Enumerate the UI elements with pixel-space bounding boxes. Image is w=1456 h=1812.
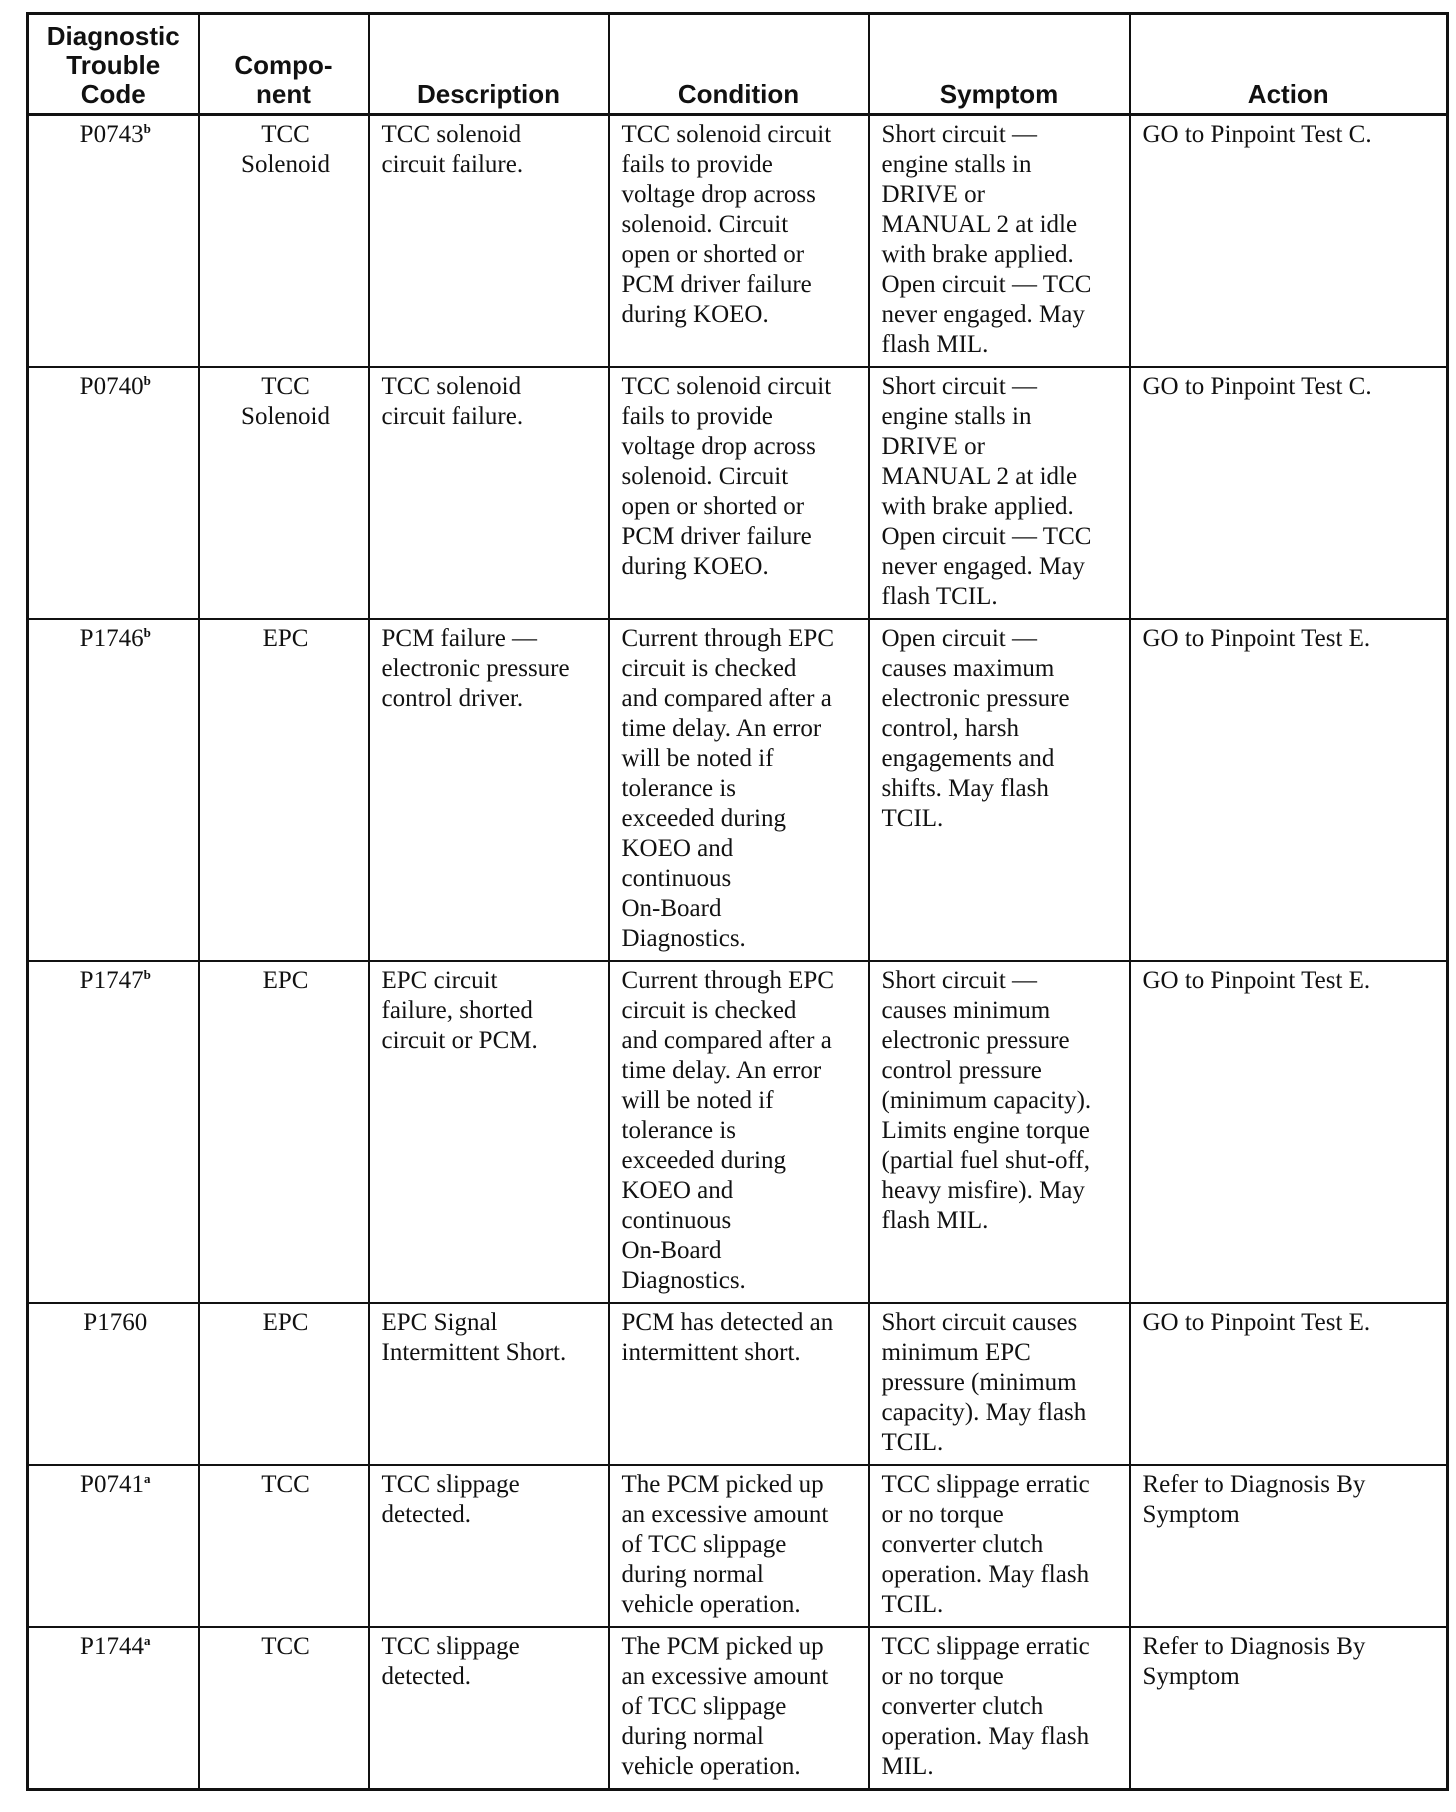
cell-symptom: Open circuit — causes maximum electronic pressure control, harsh engagements and shifts. May flash TCIL. <box>869 619 1130 961</box>
footnote-marker: b <box>143 373 151 388</box>
cell-condition: Current through EPC circuit is checked and compared after a time delay. An error will be noted if tolerance is exceeded during KOEO and continuous On-Board Diagnostics. <box>609 619 869 961</box>
footnote-marker: a <box>143 1633 151 1648</box>
cell-description: TCC solenoid circuit failure. <box>369 115 609 368</box>
cell-symptom: Short circuit — engine stalls in DRIVE or MANUAL 2 at idle with brake applied. Open circuit — TCC never engaged. May flash MIL. <box>869 115 1130 368</box>
cell-code <box>28 1465 199 1627</box>
header-description: Description <box>369 14 609 115</box>
cell-symptom: TCC slippage erratic or no torque converter clutch operation. May flash TCIL. <box>869 1465 1130 1627</box>
cell-symptom: Short circuit — causes minimum electronic pressure control pressure (minimum capacity). Limits engine torque (partial fuel shut-off, heavy misfire). May flash MIL. <box>869 961 1130 1303</box>
cell-component: TCC <box>199 1627 369 1790</box>
code-text: P0740 <box>79 373 144 400</box>
cell-action: Refer to Diagnosis By Symptom <box>1130 1465 1448 1627</box>
footnote-marker: a <box>143 1471 151 1486</box>
cell-action: GO to Pinpoint Test E. <box>1130 1303 1448 1465</box>
footnote-marker: b <box>143 625 151 640</box>
table-row <box>28 1303 1448 1465</box>
code-text: P1747 <box>79 967 144 994</box>
cell-code <box>28 961 199 1303</box>
footnote-marker: b <box>143 121 151 136</box>
cell-code <box>28 115 199 368</box>
cell-description: TCC slippage detected. <box>369 1627 609 1790</box>
code-text: P0743 <box>79 121 144 148</box>
code-text: P1744 <box>80 1633 144 1660</box>
header-code-text: Diagnostic Trouble Code <box>46 21 180 109</box>
cell-condition: Current through EPC circuit is checked and compared after a time delay. An error will be noted if tolerance is exceeded during KOEO and continuous On-Board Diagnostics. <box>609 961 869 1303</box>
header-symptom: Symptom <box>869 14 1130 115</box>
cell-component: TCC <box>199 1465 369 1627</box>
cell-symptom: Short circuit — engine stalls in DRIVE or MANUAL 2 at idle with brake applied. Open circuit — TCC never engaged. May flash TCIL. <box>869 367 1130 619</box>
cell-description: TCC slippage detected. <box>369 1465 609 1627</box>
table-row <box>28 115 1448 368</box>
dtc-table <box>26 12 1449 1791</box>
cell-symptom: TCC slippage erratic or no torque converter clutch operation. May flash MIL. <box>869 1627 1130 1790</box>
table-row <box>28 1465 1448 1627</box>
table-row <box>28 961 1448 1303</box>
cell-action: GO to Pinpoint Test C. <box>1130 115 1448 368</box>
cell-action: GO to Pinpoint Test C. <box>1130 367 1448 619</box>
cell-condition: The PCM picked up an excessive amount of TCC slippage during normal vehicle operation. <box>609 1627 869 1790</box>
table-row <box>28 619 1448 961</box>
header-row <box>28 14 1448 115</box>
cell-action: GO to Pinpoint Test E. <box>1130 961 1448 1303</box>
header-component-text: Compo- nent <box>234 50 333 109</box>
header-code <box>28 14 199 115</box>
header-action: Action <box>1130 14 1448 115</box>
table-row <box>28 367 1448 619</box>
cell-description: EPC circuit failure, shorted circuit or PCM. <box>369 961 609 1303</box>
code-text: P1746 <box>79 625 144 652</box>
header-condition: Condition <box>609 14 869 115</box>
cell-description: EPC Signal Intermittent Short. <box>369 1303 609 1465</box>
code-text: P1760 <box>83 1309 148 1336</box>
cell-code <box>28 1627 199 1790</box>
cell-component: TCC Solenoid <box>199 115 369 368</box>
cell-code <box>28 367 199 619</box>
cell-description: TCC solenoid circuit failure. <box>369 367 609 619</box>
table-row <box>28 1627 1448 1790</box>
cell-code <box>28 1303 199 1465</box>
dtc-table-container <box>26 12 1446 1791</box>
cell-condition: TCC solenoid circuit fails to provide voltage drop across solenoid. Circuit open or shorted or PCM driver failure during KOEO. <box>609 115 869 368</box>
cell-action: GO to Pinpoint Test E. <box>1130 619 1448 961</box>
cell-condition: PCM has detected an intermittent short. <box>609 1303 869 1465</box>
code-text: P0741 <box>80 1471 144 1498</box>
header-component <box>199 14 369 115</box>
cell-condition: The PCM picked up an excessive amount of TCC slippage during normal vehicle operation. <box>609 1465 869 1627</box>
cell-action: Refer to Diagnosis By Symptom <box>1130 1627 1448 1790</box>
cell-symptom: Short circuit causes minimum EPC pressure (minimum capacity). May flash TCIL. <box>869 1303 1130 1465</box>
cell-description: PCM failure — electronic pressure control driver. <box>369 619 609 961</box>
footnote-marker: b <box>143 967 151 982</box>
cell-component: EPC <box>199 619 369 961</box>
cell-code <box>28 619 199 961</box>
cell-component: TCC Solenoid <box>199 367 369 619</box>
cell-component: EPC <box>199 1303 369 1465</box>
cell-condition: TCC solenoid circuit fails to provide voltage drop across solenoid. Circuit open or shorted or PCM driver failure during KOEO. <box>609 367 869 619</box>
cell-component: EPC <box>199 961 369 1303</box>
